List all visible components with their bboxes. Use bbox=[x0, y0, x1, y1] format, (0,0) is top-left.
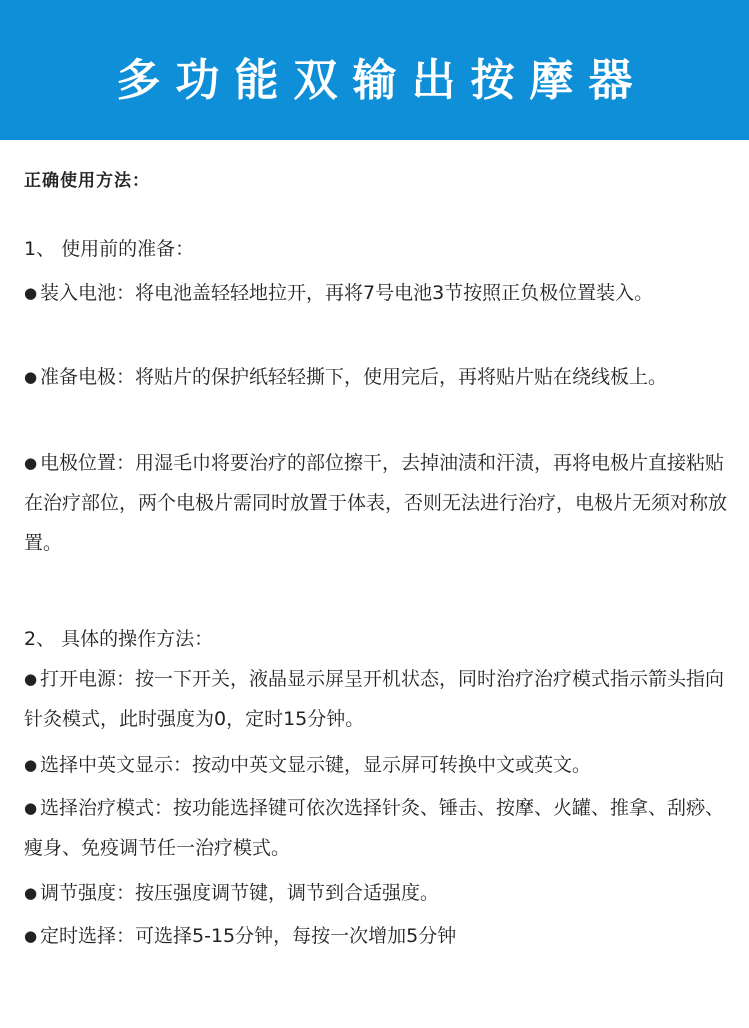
bullet-icon: ● bbox=[24, 454, 38, 472]
header-banner bbox=[0, 0, 749, 140]
list-item-text: 定时选择：可选择5-15分钟，每按一次增加5分钟 bbox=[40, 925, 457, 947]
bullet-icon: ● bbox=[24, 884, 38, 902]
list-item-language-select bbox=[24, 745, 729, 785]
list-item-text: 打开电源：按一下开关，液晶显示屏呈开机状态，同时治疗治疗模式指示箭头指向针灸模式，此时强度为0，定时15分钟。 bbox=[24, 668, 725, 730]
bullet-icon: ● bbox=[24, 799, 38, 817]
page-title: 多功能双输出按摩器 bbox=[116, 55, 648, 106]
list-item-power-on bbox=[24, 659, 729, 739]
list-item-install-battery bbox=[24, 273, 729, 313]
list-item-text: 选择治疗模式：按功能选择键可依次选择针灸、锤击、按摩、火罐、推拿、刮痧、瘦身、免疫调节任一治疗模式。 bbox=[24, 797, 725, 859]
list-item-text: 准备电极：将贴片的保护纸轻轻撕下，使用完后，再将贴片贴在绕线板上。 bbox=[40, 366, 668, 388]
section-heading-operation: 2、 具体的操作方法： bbox=[24, 628, 214, 650]
list-item-electrode-position bbox=[24, 443, 729, 563]
list-item-prepare-electrode bbox=[24, 357, 729, 397]
bullet-icon: ● bbox=[24, 284, 38, 302]
list-item-text: 选择中英文显示：按动中英文显示键，显示屏可转换中文或英文。 bbox=[40, 754, 592, 776]
list-item-text: 调节强度：按压强度调节键，调节到合适强度。 bbox=[40, 882, 440, 904]
list-item-timer bbox=[24, 916, 729, 956]
section-heading-preparation: 1、 使用前的准备： bbox=[24, 238, 195, 260]
bullet-icon: ● bbox=[24, 756, 38, 774]
bullet-icon: ● bbox=[24, 670, 38, 688]
list-item-intensity bbox=[24, 873, 729, 913]
bullet-icon: ● bbox=[24, 927, 38, 945]
list-item-mode-select bbox=[24, 788, 729, 868]
list-item-text: 电极位置：用湿毛巾将要治疗的部位擦干，去掉油渍和汗渍，再将电极片直接粘贴在治疗部位，两个电极片需同时放置于体表，否则无法进行治疗，电极片无须对称放置。 bbox=[24, 452, 728, 554]
bullet-icon: ● bbox=[24, 368, 38, 386]
list-item-text: 装入电池：将电池盖轻轻地拉开，再将7号电池3节按照正负极位置装入。 bbox=[40, 282, 654, 304]
usage-heading: 正确使用方法： bbox=[24, 171, 150, 191]
